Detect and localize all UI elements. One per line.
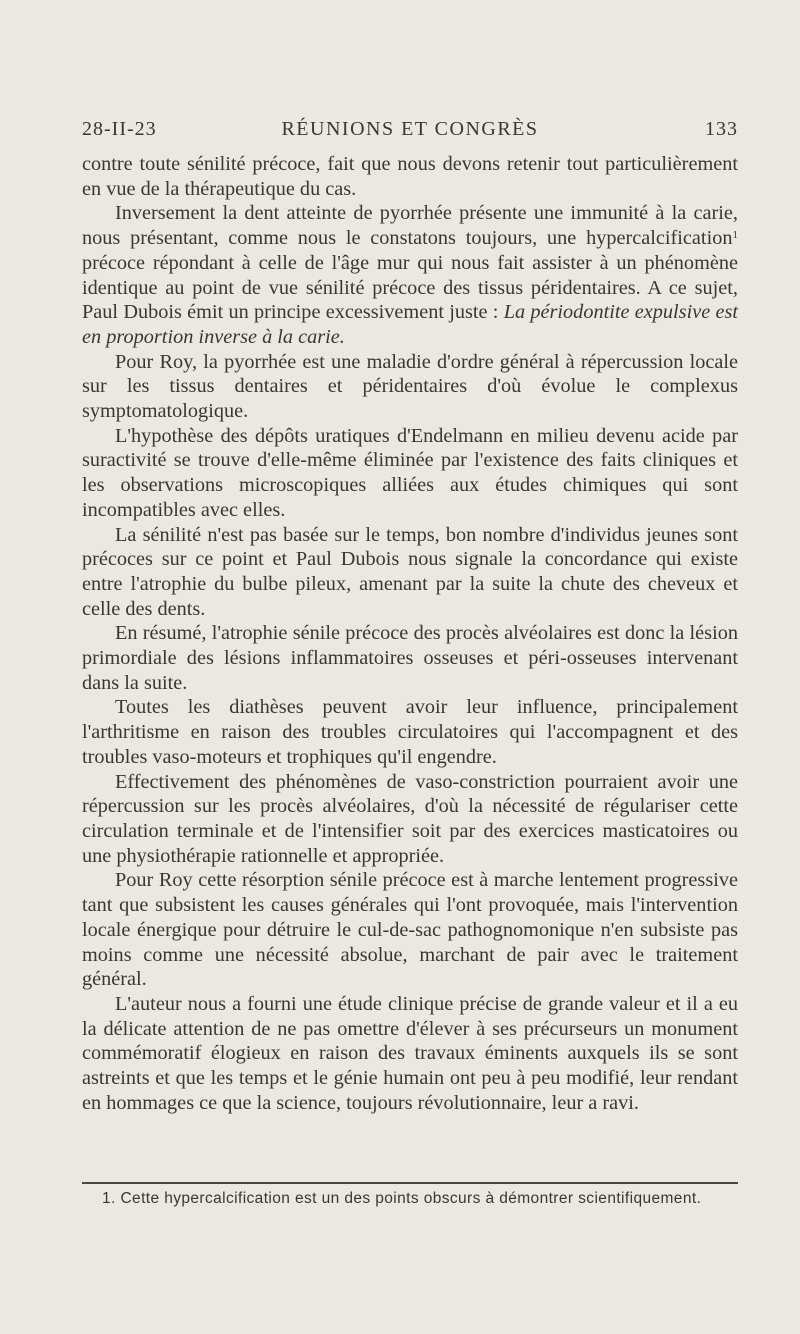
paragraph	[82, 201, 738, 349]
footnote-divider	[82, 1182, 738, 1184]
footnote-reference: 1	[732, 229, 738, 242]
running-header	[82, 118, 738, 148]
page-number: 133	[705, 118, 738, 140]
footnote-number: 1.	[102, 1190, 116, 1207]
footnote	[82, 1188, 738, 1209]
paragraph: En résumé, l'atrophie sénile précoce des procès alvéolaires est donc la lésion primordiale des lésions inflammatoires osseuses et péri-osseuses intervenant dans la suite.	[82, 622, 738, 694]
paragraph: L'auteur nous a fourni une étude clinique précise de grande valeur et il a eu la délicate attention de ne pas omettre d'élever à ses précurseurs un monument commémoratif élogieux en raison des travaux éminents auxquels ils se sont astreints et que les temps et le génie humain ont peu à peu modifié, leur rendant en hommages ce que la science, toujours révolutionnaire, leur a ravi.	[82, 992, 738, 1114]
paragraph-text: précoce répondant à celle de l'âge mur qui nous fait assister à un phénomène identique au point de vue sénilité précoce des tissus péridentaires. A ce sujet, Paul Dubois émit un principe excessivement juste :	[82, 251, 738, 324]
footnote-text: Cette hypercalcification est un des points obscurs à démontrer scientifiquement.	[120, 1190, 702, 1207]
quoted-principle: La périodontite expulsive est en proportion inverse à la carie.	[82, 301, 738, 348]
paragraph: Pour Roy cette résorption sénile précoce est à marche lentement progressive tant que subsistent les causes générales qui l'ont provoquée, mais l'intervention locale énergique pour détruire le cul-de-sac pathognomonique n'en subsiste pas moins comme une nécessité absolue, marchant de pair avec le traitement général.	[82, 869, 738, 991]
header-section-title: RÉUNIONS ET CONGRÈS	[281, 118, 539, 140]
body-text	[82, 152, 738, 1115]
paragraph: Effectivement des phénomènes de vaso-constriction pourraient avoir une répercussion sur les procès alvéolaires, d'où la nécessité de régulariser cette circulation terminale et de l'intensifier soit par des exercices masticatoires ou une physiothérapie rationnelle et appropriée.	[82, 770, 738, 867]
header-date: 28-II-23	[82, 118, 157, 140]
paragraph: contre toute sénilité précoce, fait que nous devons retenir tout particulièrement en vue de la thérapeutique du cas.	[82, 153, 738, 200]
paragraph: L'hypothèse des dépôts uratiques d'Endelmann en milieu devenu acide par suractivité se trouve d'elle-même éliminée par l'existence des faits cliniques et les observations microscopiques alliées aux études chimiques qui sont incompatibles avec elles.	[82, 424, 738, 521]
paragraph: Toutes les diathèses peuvent avoir leur influence, principalement l'arthritisme en raison des troubles circulatoires qui l'accompagnent et des troubles vaso-moteurs et trophiques qu'il engendre.	[82, 696, 738, 768]
paragraph-text: Inversement la dent atteinte de pyorrhée présente une immunité à la carie, nous présentant, comme nous le constatons toujours, une hypercalcification	[82, 202, 738, 250]
paragraph: La sénilité n'est pas basée sur le temps, bon nombre d'individus jeunes sont précoces sur ce point et Paul Dubois nous signale la concordance qui existe entre l'atrophie du bulbe pileux, amenant par la suite la chute des cheveux et celle des dents.	[82, 523, 738, 620]
paragraph: Pour Roy, la pyorrhée est une maladie d'ordre général à répercussion locale sur les tissus dentaires et péridentaires d'où évolue le complexus symptomatologique.	[82, 350, 738, 423]
